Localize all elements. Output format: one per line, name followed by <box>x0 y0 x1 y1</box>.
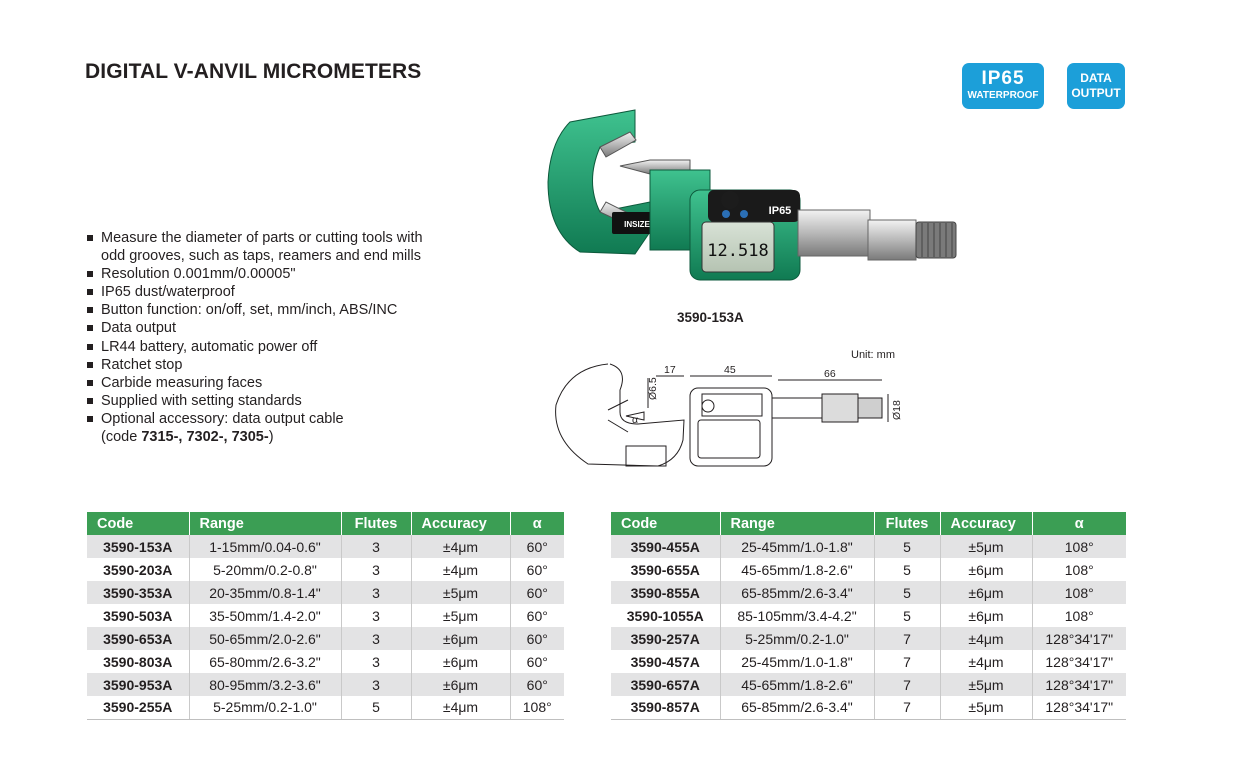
drawing-base-plate <box>626 446 666 466</box>
cell-alpha: 128°34'17" <box>1032 673 1126 696</box>
feature-item <box>87 392 487 410</box>
cell-range: 65-80mm/2.6-3.2" <box>189 650 341 673</box>
cell-range: 5-25mm/0.2-1.0" <box>189 696 341 719</box>
cell-code: 3590-503A <box>87 604 189 627</box>
col-header-range: Range <box>189 512 341 535</box>
cell-code: 3590-953A <box>87 673 189 696</box>
cell-accuracy: ±6μm <box>411 627 510 650</box>
col-header-accuracy: Accuracy <box>411 512 510 535</box>
ip65-badge-text: IP65 <box>981 68 1025 89</box>
button-icon <box>740 210 748 218</box>
table-row <box>87 558 564 581</box>
bullet-icon <box>87 307 93 313</box>
feature-item <box>87 356 487 374</box>
cell-code: 3590-655A <box>611 558 720 581</box>
feature-text: odd grooves, such as taps, reamers and end mills <box>101 248 421 265</box>
cell-alpha: 60° <box>510 604 564 627</box>
cell-alpha: 108° <box>1032 581 1126 604</box>
cell-alpha: 128°34'17" <box>1032 696 1126 719</box>
feature-text: LR44 battery, automatic power off <box>101 338 318 355</box>
table-row <box>611 696 1126 719</box>
cell-flutes: 3 <box>341 558 411 581</box>
cell-range: 50-65mm/2.0-2.6" <box>189 627 341 650</box>
feature-text: Measure the diameter of parts or cutting tools with <box>101 230 423 246</box>
cell-alpha: 108° <box>1032 604 1126 627</box>
bullet-icon <box>87 380 93 386</box>
table-row <box>611 581 1126 604</box>
cell-alpha: 108° <box>1032 558 1126 581</box>
brand-label: INSIZE <box>624 220 650 229</box>
unit-label: Unit: mm <box>851 349 895 361</box>
drawing-frame <box>556 364 684 466</box>
cell-flutes: 5 <box>874 581 940 604</box>
feature-text: Carbide measuring faces <box>101 374 263 391</box>
cell-alpha: 60° <box>510 673 564 696</box>
drawing-knob <box>702 400 714 412</box>
table-row <box>87 535 564 558</box>
cell-flutes: 7 <box>874 650 940 673</box>
table-row <box>87 604 564 627</box>
cell-alpha: 128°34'17" <box>1032 627 1126 650</box>
cell-range: 65-85mm/2.6-3.4" <box>720 696 874 719</box>
dim-66-label: 66 <box>824 368 836 380</box>
spec-table-left <box>87 512 564 720</box>
feature-text: Optional accessory: data output cable <box>101 410 344 427</box>
data-output-badge <box>1067 63 1125 109</box>
code-prefix: (code <box>101 429 142 446</box>
cell-alpha: 60° <box>510 650 564 673</box>
bullet-icon <box>87 289 93 295</box>
cell-range: 65-85mm/2.6-3.4" <box>720 581 874 604</box>
cell-range: 25-45mm/1.0-1.8" <box>720 650 874 673</box>
bullet-icon <box>87 398 93 404</box>
cell-accuracy: ±4μm <box>411 535 510 558</box>
cell-accuracy: ±6μm <box>940 558 1032 581</box>
table-row <box>87 581 564 604</box>
cell-code: 3590-653A <box>87 627 189 650</box>
micrometer-product-image <box>540 102 970 297</box>
ip65-waterproof-badge <box>962 63 1044 109</box>
table-row <box>87 696 564 719</box>
cell-accuracy: ±5μm <box>940 535 1032 558</box>
feature-item <box>87 410 487 446</box>
table-row <box>87 627 564 650</box>
cell-accuracy: ±6μm <box>411 673 510 696</box>
cell-alpha: 60° <box>510 581 564 604</box>
micrometer-thimble <box>868 220 916 260</box>
page-title: DIGITAL V-ANVIL MICROMETERS <box>85 60 422 83</box>
cell-code: 3590-803A <box>87 650 189 673</box>
feature-text: Button function: on/off, set, mm/inch, ABS/INC <box>101 302 398 319</box>
cell-accuracy: ±4μm <box>411 558 510 581</box>
feature-item <box>87 229 487 265</box>
cell-flutes: 5 <box>874 604 940 627</box>
cell-accuracy: ±5μm <box>940 673 1032 696</box>
table-row <box>87 673 564 696</box>
alpha-label: α <box>632 414 639 426</box>
cell-accuracy: ±4μm <box>940 627 1032 650</box>
cell-alpha: 60° <box>510 558 564 581</box>
lcd-reading: 12.518 <box>707 241 769 261</box>
col-header-flutes: Flutes <box>874 512 940 535</box>
dim-45-label: 45 <box>724 364 736 376</box>
feature-text: Data output <box>101 320 176 337</box>
drawing-head-detail <box>702 394 762 416</box>
button-icon <box>722 210 730 218</box>
feature-item <box>87 301 487 319</box>
feature-item <box>87 283 487 301</box>
table-row <box>87 650 564 673</box>
code-suffix: ) <box>268 429 274 446</box>
cell-flutes: 3 <box>341 650 411 673</box>
feature-text: IP65 dust/waterproof <box>101 284 235 301</box>
cell-accuracy: ±4μm <box>411 696 510 719</box>
spec-table-right <box>611 512 1126 720</box>
cell-code: 3590-257A <box>611 627 720 650</box>
feature-item <box>87 319 487 337</box>
cell-accuracy: ±5μm <box>940 696 1032 719</box>
bullet-icon <box>87 325 93 331</box>
cell-flutes: 7 <box>874 673 940 696</box>
cell-accuracy: ±6μm <box>940 604 1032 627</box>
bullet-icon <box>87 362 93 368</box>
drawing-ratchet <box>858 398 882 418</box>
dim-d65-label: Ø6.5 <box>647 377 659 400</box>
technical-drawing <box>548 360 908 475</box>
bullet-icon <box>87 235 93 241</box>
col-header-code: Code <box>611 512 720 535</box>
cell-range: 35-50mm/1.4-2.0" <box>189 604 341 627</box>
cell-range: 20-35mm/0.8-1.4" <box>189 581 341 604</box>
table-row <box>611 627 1126 650</box>
cell-flutes: 7 <box>874 627 940 650</box>
cable-codes: 7315-, 7302-, 7305- <box>141 429 269 446</box>
cell-range: 80-95mm/3.2-3.6" <box>189 673 341 696</box>
bullet-icon <box>87 416 93 422</box>
drawing-inner-v <box>608 400 628 432</box>
cell-flutes: 7 <box>874 696 940 719</box>
col-header-accuracy: Accuracy <box>940 512 1032 535</box>
table-row <box>611 604 1126 627</box>
cell-code: 3590-857A <box>611 696 720 719</box>
cell-range: 1-15mm/0.04-0.6" <box>189 535 341 558</box>
cell-flutes: 3 <box>341 627 411 650</box>
table-row <box>611 558 1126 581</box>
cell-range: 45-65mm/1.8-2.6" <box>720 558 874 581</box>
col-header-flutes: Flutes <box>341 512 411 535</box>
dim-17-label: 17 <box>664 364 676 376</box>
dim-d18-label: Ø18 <box>891 400 903 420</box>
col-header-alpha: α <box>1032 512 1126 535</box>
waterproof-badge-text: WATERPROOF <box>967 90 1039 101</box>
table-row <box>611 650 1126 673</box>
cell-flutes: 3 <box>341 604 411 627</box>
cell-code: 3590-855A <box>611 581 720 604</box>
cell-range: 5-25mm/0.2-1.0" <box>720 627 874 650</box>
cell-code: 3590-657A <box>611 673 720 696</box>
cell-alpha: 60° <box>510 535 564 558</box>
table-row <box>611 535 1126 558</box>
cell-accuracy: ±4μm <box>940 650 1032 673</box>
cell-flutes: 5 <box>874 535 940 558</box>
cell-range: 85-105mm/3.4-4.2" <box>720 604 874 627</box>
bullet-icon <box>87 344 93 350</box>
cell-range: 5-20mm/0.2-0.8" <box>189 558 341 581</box>
cell-flutes: 3 <box>341 581 411 604</box>
bullet-icon <box>87 271 93 277</box>
cell-code: 3590-203A <box>87 558 189 581</box>
cell-flutes: 5 <box>341 696 411 719</box>
cell-code: 3590-455A <box>611 535 720 558</box>
cell-accuracy: ±5μm <box>411 581 510 604</box>
cell-flutes: 3 <box>341 673 411 696</box>
feature-text: Resolution 0.001mm/0.00005" <box>101 266 296 283</box>
cell-range: 45-65mm/1.8-2.6" <box>720 673 874 696</box>
cell-alpha: 108° <box>510 696 564 719</box>
feature-list <box>87 229 487 446</box>
cell-code: 3590-1055A <box>611 604 720 627</box>
data-badge-line2: OUTPUT <box>1071 86 1121 100</box>
cell-alpha: 128°34'17" <box>1032 650 1126 673</box>
cell-flutes: 3 <box>341 535 411 558</box>
cell-code: 3590-255A <box>87 696 189 719</box>
col-header-range: Range <box>720 512 874 535</box>
cell-accuracy: ±6μm <box>411 650 510 673</box>
lock-knob <box>721 191 739 209</box>
cell-code: 3590-353A <box>87 581 189 604</box>
drawing-thimble <box>822 394 858 422</box>
head-ip65-label: IP65 <box>768 205 792 217</box>
col-header-code: Code <box>87 512 189 535</box>
micrometer-sleeve <box>798 210 870 256</box>
drawing-lcd <box>698 420 760 458</box>
cell-alpha: 108° <box>1032 535 1126 558</box>
table-row <box>611 673 1126 696</box>
cell-range: 25-45mm/1.0-1.8" <box>720 535 874 558</box>
feature-item <box>87 374 487 392</box>
feature-text: Supplied with setting standards <box>101 392 302 409</box>
data-badge-line1: DATA <box>1080 71 1112 85</box>
table-header-row <box>87 512 564 535</box>
col-header-alpha: α <box>510 512 564 535</box>
feature-text: Ratchet stop <box>101 356 183 373</box>
drawing-sleeve <box>772 398 822 418</box>
cell-flutes: 5 <box>874 558 940 581</box>
product-caption: 3590-153A <box>677 310 744 325</box>
cell-code: 3590-153A <box>87 535 189 558</box>
cell-code: 3590-457A <box>611 650 720 673</box>
feature-item <box>87 338 487 356</box>
cell-alpha: 60° <box>510 627 564 650</box>
cell-accuracy: ±6μm <box>940 581 1032 604</box>
table-header-row <box>611 512 1126 535</box>
cell-accuracy: ±5μm <box>411 604 510 627</box>
feature-item <box>87 265 487 283</box>
